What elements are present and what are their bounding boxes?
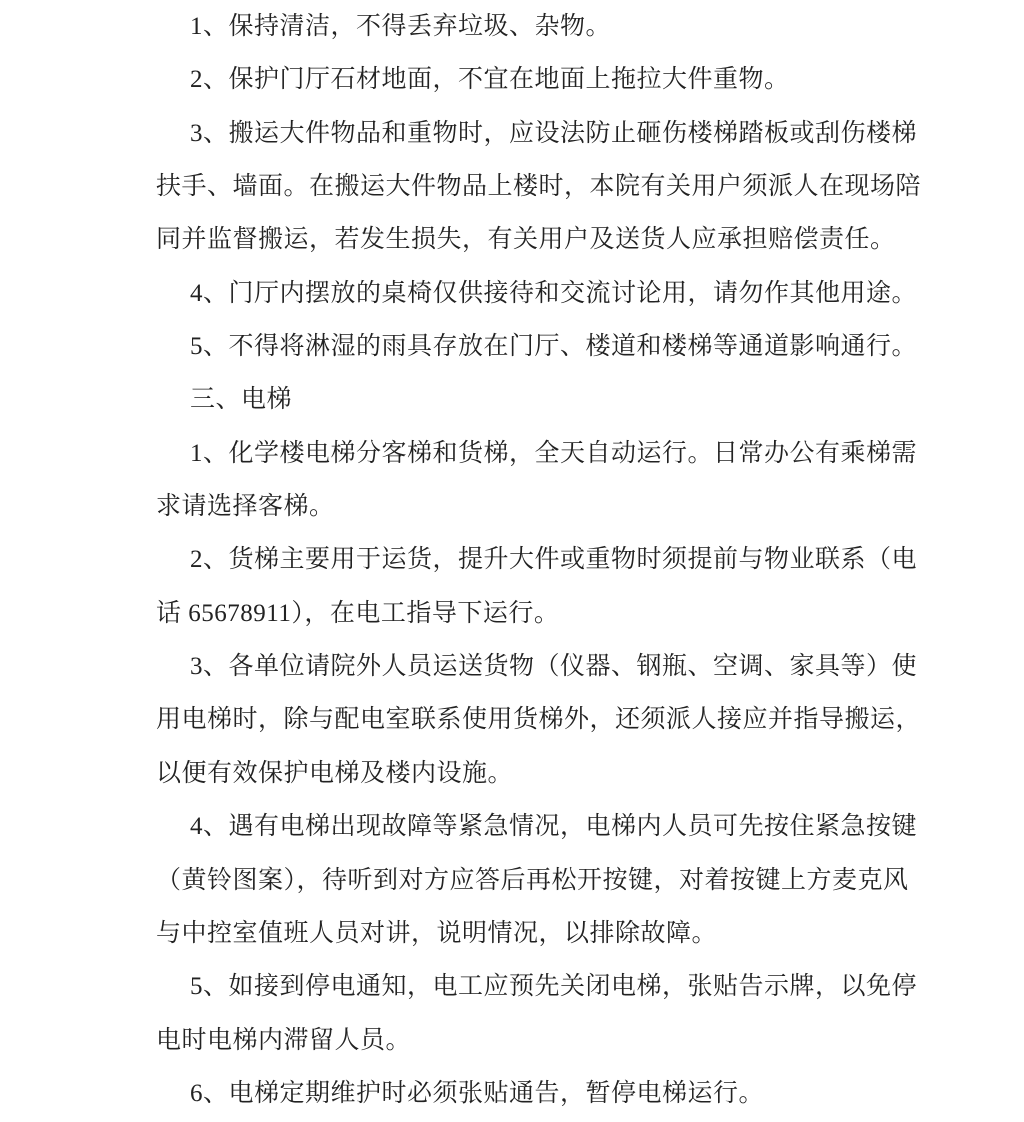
- document-line: 3、搬运大件物品和重物时，应设法防止砸伤楼梯踏板或刮伤楼梯: [190, 119, 918, 147]
- document-line: 用电梯时，除与配电室联系使用货梯外，还须派人接应并指导搬运，: [156, 706, 922, 734]
- document-line: 求请选择客梯。: [156, 493, 335, 521]
- document-text-block: [156, 0, 922, 1120]
- document-line: 1、保持清洁，不得丢弃垃圾、杂物。: [190, 13, 612, 40]
- document-line: 6、电梯定期维护时必须张贴通告，暂停电梯运行。: [190, 1079, 765, 1107]
- document-line: 4、遇有电梯出现故障等紧急情况，电梯内人员可先按住紧急按键: [190, 813, 918, 841]
- document-line: 2、保护门厅石材地面，不宜在地面上拖拉大件重物。: [190, 66, 790, 94]
- section-heading: 三、电梯: [190, 386, 293, 414]
- document-line: 话 65678911），在电工指导下运行。: [156, 599, 560, 627]
- document-line: 2、货梯主要用于运货，提升大件或重物时须提前与物业联系（电: [190, 546, 918, 574]
- document-line: 同并监督搬运，若发生损失，有关用户及送货人应承担赔偿责任。: [156, 226, 896, 254]
- document-line: 5、不得将淋湿的雨具存放在门厅、楼道和楼梯等通道影响通行。: [190, 333, 918, 361]
- document-line: 4、门厅内摆放的桌椅仅供接待和交流讨论用，请勿作其他用途。: [190, 279, 918, 307]
- document-line: 1、化学楼电梯分客梯和货梯，全天自动运行。日常办公有乘梯需: [190, 439, 918, 467]
- document-line: 电时电梯内滞留人员。: [156, 1026, 412, 1054]
- document-line: 3、各单位请院外人员运送货物（仪器、钢瓶、空调、家具等）使: [190, 653, 918, 681]
- document-line: 与中控室值班人员对讲，说明情况，以排除故障。: [156, 919, 718, 947]
- document-line: 5、如接到停电通知，电工应预先关闭电梯，张贴告示牌，以免停: [190, 973, 918, 1001]
- document-line: 以便有效保护电梯及楼内设施。: [156, 759, 514, 787]
- document-line: （黄铃图案），待听到对方应答后再松开按键，对着按键上方麦克风: [156, 866, 909, 894]
- document-line: 扶手、墙面。在搬运大件物品上楼时，本院有关用户须派人在现场陪: [156, 173, 922, 201]
